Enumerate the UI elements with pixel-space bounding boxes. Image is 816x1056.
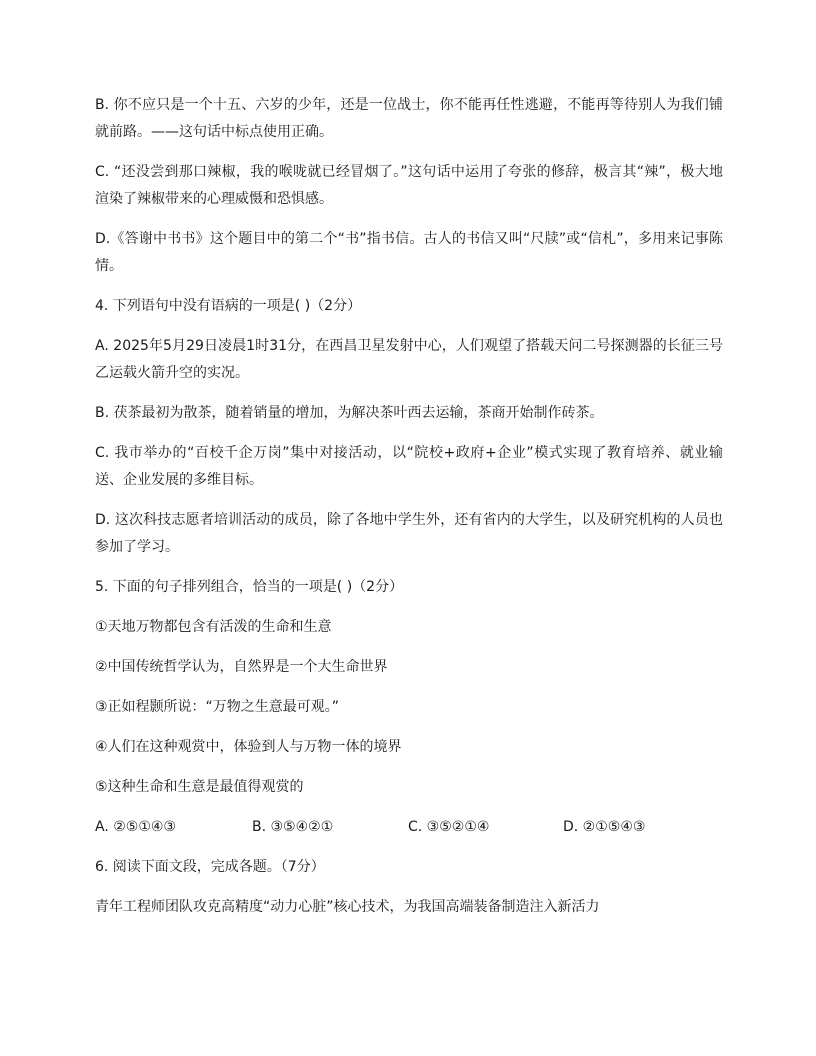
q5-sentence-3: ③正如程颢所说：“万物之生意最可观。” — [95, 699, 340, 715]
q5-stem: 5. 下面的句子排列组合，恰当的一项是( )（2分） — [95, 579, 404, 595]
q4-stem: 4. 下列语句中没有语病的一项是( )（2分） — [95, 298, 362, 314]
q3-option-c: C. “还没尝到那口辣椒，我的喉咙就已经冒烟了。”这句话中运用了夸张的修辞，极言其“辣”，极大地渲染了辣椒带来的心理威慑和恐惧感。 — [95, 164, 723, 207]
q5-sentence-5: ⑤这种生命和生意是最值得观赏的 — [95, 779, 304, 795]
q3-option-b: B. 你不应只是一个十五、六岁的少年，还是一位战士，你不能再任性逃避，不能再等待别人为我们铺就前路。——这句话中标点使用正确。 — [95, 97, 723, 140]
q3-option-d: D.《答谢中书书》这个题目中的第二个“书”指书信。古人的书信又叫“尺牍”或“信札”，多用来记事陈情。 — [95, 231, 723, 274]
q5-option-c: C. ③⑤②①④ — [408, 819, 490, 835]
q6-stem: 6. 阅读下面文段，完成各题。（7分） — [95, 859, 325, 875]
q4-option-b: B. 茯茶最初为散茶，随着销量的增加，为解决茶叶西去运输，茶商开始制作砖茶。 — [95, 405, 604, 421]
q5-sentence-4: ④人们在这种观赏中，体验到人与万物一体的境界 — [95, 739, 402, 755]
q4-option-d: D. 这次科技志愿者培训活动的成员，除了各地中学生外，还有省内的大学生，以及研究机构的人员也参加了学习。 — [95, 512, 723, 555]
q5-sentence-1: ①天地万物都包含有活泼的生命和生意 — [95, 619, 332, 635]
q4-option-c: C. 我市举办的“百校千企万岗”集中对接活动，以“院校+政府+企业”模式实现了教育培养、就业输送、企业发展的多维目标。 — [95, 445, 723, 488]
q5-options — [95, 814, 723, 841]
document-content — [95, 92, 723, 934]
q5-option-b: B. ③⑤④②① — [252, 819, 334, 835]
q5-sentence-2: ②中国传统哲学认为，自然界是一个大生命世界 — [95, 659, 388, 675]
q5-option-a: A. ②⑤①④③ — [95, 819, 176, 835]
q5-option-d: D. ②①⑤④③ — [563, 819, 646, 835]
q6-passage-title: 青年工程师团队攻克高精度“动力心脏”核心技术，为我国高端装备制造注入新活力 — [95, 899, 600, 915]
q4-option-a: A. 2025年5月29日凌晨1时31分，在西昌卫星发射中心，人们观望了搭载天问二号探测器的长征三号乙运载火箭升空的实况。 — [95, 338, 723, 381]
